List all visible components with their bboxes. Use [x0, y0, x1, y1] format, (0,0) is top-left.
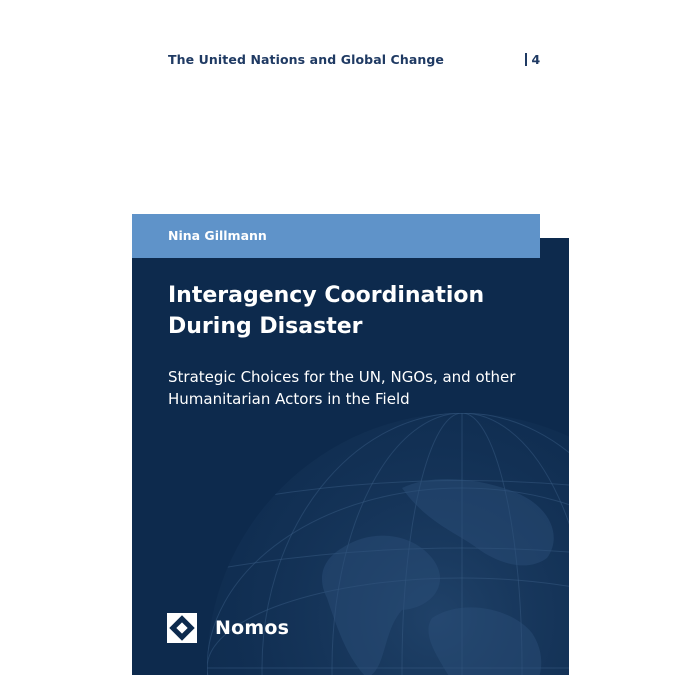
book-subtitle-line-2: Humanitarian Actors in the Field: [168, 390, 410, 408]
book-title-line-1: Interagency Coordination: [168, 283, 485, 308]
book-title-line-2: During Disaster: [168, 314, 363, 339]
series-divider: [525, 53, 527, 66]
publisher-name: Nomos: [215, 617, 290, 639]
author-band: [132, 214, 540, 258]
author-name: Nina Gillmann: [168, 228, 267, 243]
book-subtitle-line-1: Strategic Choices for the UN, NGOs, and other: [168, 368, 516, 386]
book-title: [168, 280, 548, 342]
series-number-value: 4: [531, 52, 541, 67]
nomos-logo-icon: [167, 613, 197, 643]
publisher-block: [167, 612, 289, 644]
series-number: [525, 52, 540, 67]
book-subtitle: [168, 366, 558, 410]
series-title: The United Nations and Global Change: [168, 52, 444, 67]
